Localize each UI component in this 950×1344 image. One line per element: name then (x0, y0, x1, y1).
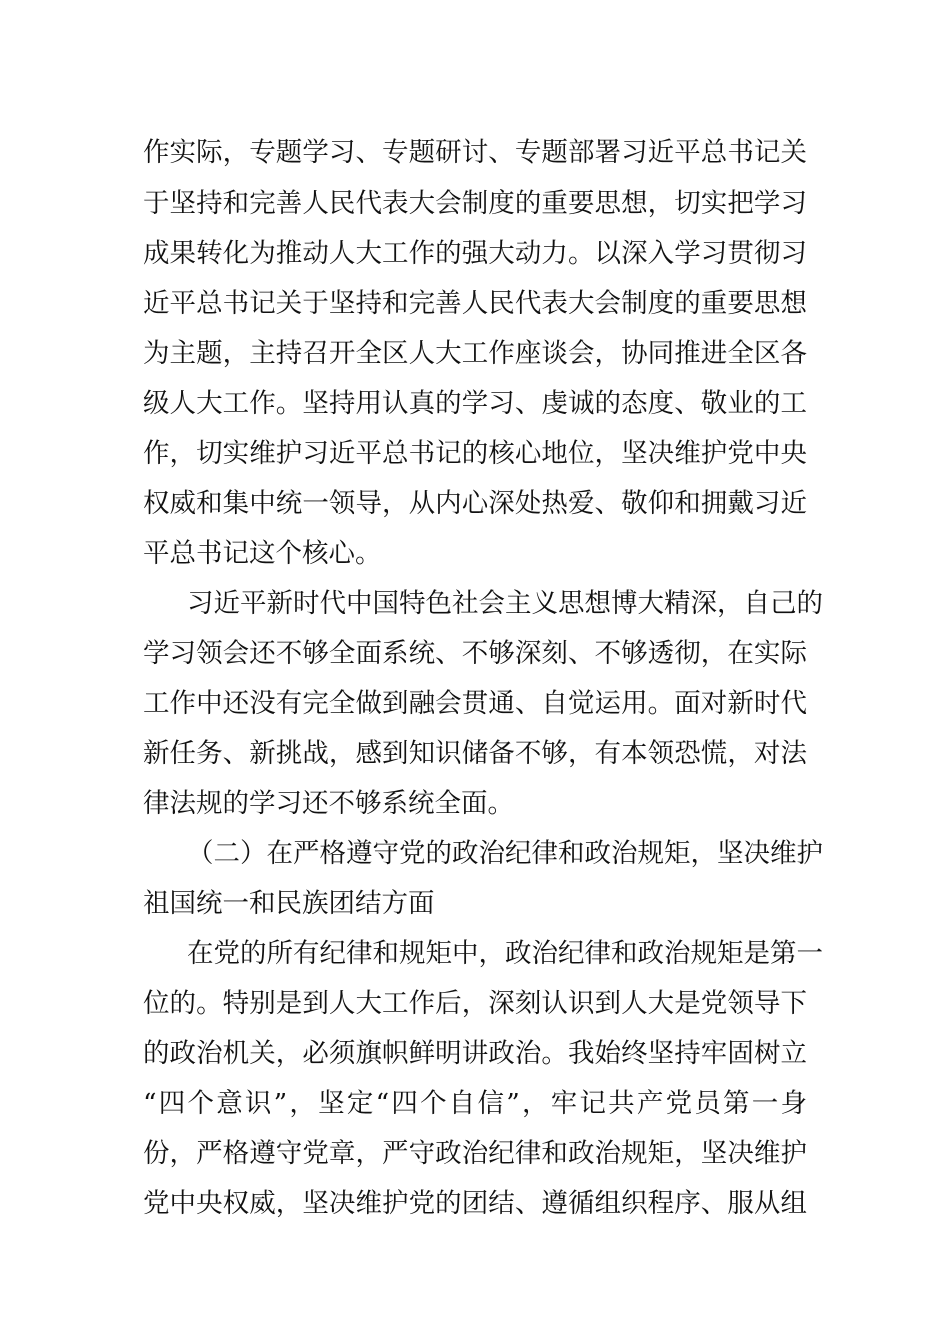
section-heading-line: 祖国统一和民族团结方面 (143, 888, 435, 919)
text-line: 级人大工作。坚持用认真的学习、虔诚的态度、敬业的工 (143, 388, 807, 419)
text-line: 于坚持和完善人民代表大会制度的重要思想，切实把学习 (143, 188, 807, 219)
text-line: 党中央权威，坚决维护党的团结、遵循组织程序、服从组 (143, 1188, 807, 1219)
text-line: 工作中还没有完全做到融会贯通、自觉运用。面对新时代 (143, 688, 807, 719)
paragraph-first-line: 习近平新时代中国特色社会主义思想博大精深，自己的 (187, 588, 823, 619)
section-heading-line: （二）在严格遵守党的政治纪律和政治规矩，坚决维护 (187, 838, 823, 869)
text-line: 为主题，主持召开全区人大工作座谈会，协同推进全区各 (143, 338, 807, 369)
text-line: 份，严格遵守党章，严守政治纪律和政治规矩，坚决维护 (143, 1138, 807, 1169)
text-line: 的政治机关，必须旗帜鲜明讲政治。我始终坚持牢固树立 (143, 1038, 807, 1069)
text-line: 作实际，专题学习、专题研讨、专题部署习近平总书记关 (143, 137, 807, 168)
text-line: 学习领会还不够全面系统、不够深刻、不够透彻，在实际 (143, 638, 807, 669)
text-line: 律法规的学习还不够系统全面。 (143, 788, 514, 819)
paragraph-first-line: 在党的所有纪律和规矩中，政治纪律和政治规矩是第一 (187, 938, 823, 969)
text-line: 平总书记这个核心。 (143, 538, 382, 569)
text-line: 近平总书记关于坚持和完善人民代表大会制度的重要思想 (143, 288, 807, 319)
text-line: 权威和集中统一领导，从内心深处热爱、敬仰和拥戴习近 (143, 488, 807, 519)
text-line: “四个意识”，坚定“四个自信”，牢记共产党员第一身 (143, 1088, 807, 1119)
text-line: 成果转化为推动人大工作的强大动力。以深入学习贯彻习 (143, 238, 807, 269)
text-line: 作，切实维护习近平总书记的核心地位，坚决维护党中央 (143, 438, 807, 469)
text-line: 新任务、新挑战，感到知识储备不够，有本领恐慌，对法 (143, 738, 807, 769)
text-line: 位的。特别是到人大工作后，深刻认识到人大是党领导下 (143, 988, 807, 1019)
